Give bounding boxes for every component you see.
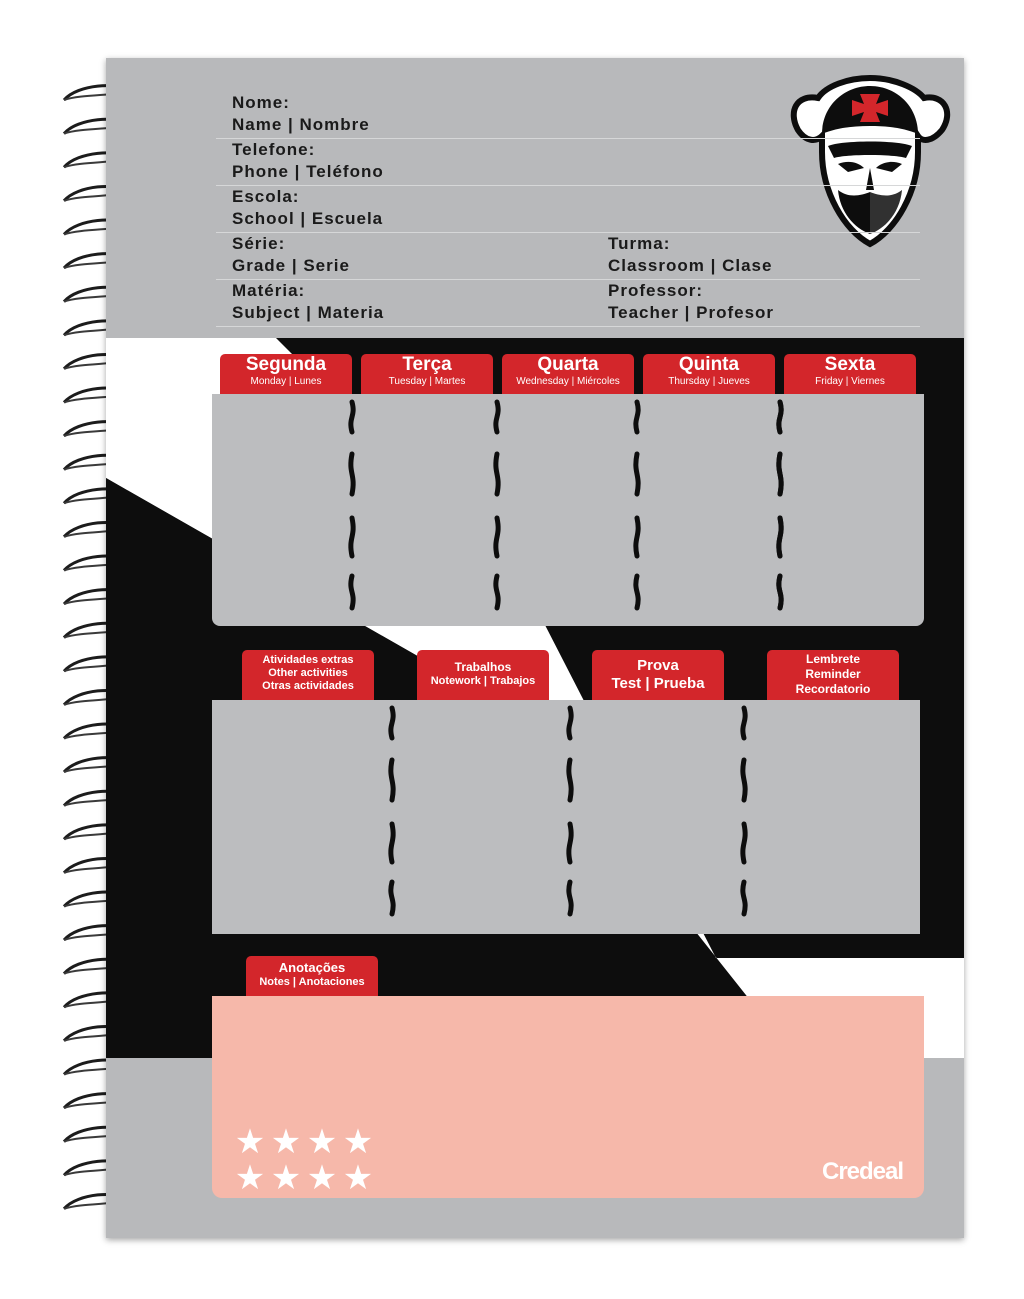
section-sublabel: Notework | Trabajos [430, 675, 536, 687]
phone-sublabel: Phone | Teléfono [232, 162, 384, 181]
notes-label: Anotações [278, 960, 346, 975]
notes-sublabel: Notes | Anotaciones [259, 976, 365, 988]
field-grade-classroom[interactable] [216, 233, 920, 280]
star-icon: ★ [306, 1159, 338, 1197]
teacher-label: Professor: [608, 281, 704, 300]
activities-dividers [212, 700, 920, 934]
tab-segunda[interactable] [220, 354, 352, 394]
subject-sublabel: Subject | Materia [232, 303, 385, 322]
name-sublabel: Name | Nombre [232, 115, 370, 134]
star-icon: ★ [342, 1123, 374, 1161]
brand-logo-text: Credeal [822, 1158, 904, 1185]
tab-trabalhos[interactable] [417, 650, 549, 700]
star-icon: ★ [306, 1123, 338, 1161]
day-label: Quinta [678, 354, 740, 375]
stars-decoration [232, 1124, 392, 1196]
classroom-label: Turma: [608, 234, 671, 253]
tab-sexta[interactable] [784, 354, 916, 394]
day-sublabel: Wednesday | Miércoles [516, 376, 620, 387]
phone-label: Telefone: [232, 140, 316, 159]
section-label: Prova [637, 657, 679, 674]
notebook-cover [106, 58, 964, 1238]
star-icon: ★ [270, 1159, 302, 1197]
section-sublabel: Otras actividades [262, 680, 354, 692]
section-sublabel: Other activities [268, 667, 348, 679]
day-label: Quarta [537, 354, 599, 375]
section-label: Lembrete [805, 652, 861, 666]
grade-label: Série: [232, 234, 286, 253]
day-sublabel: Friday | Viernes [815, 376, 885, 387]
school-sublabel: School | Escuela [232, 209, 384, 228]
tab-quinta[interactable] [643, 354, 775, 394]
field-school[interactable] [216, 186, 920, 233]
tab-quarta[interactable] [502, 354, 634, 394]
section-sublabel: Reminder [805, 667, 861, 681]
day-label: Terça [402, 354, 452, 375]
section-label: Trabalhos [454, 660, 512, 674]
section-label: Atividades extras [262, 654, 354, 666]
field-name[interactable] [216, 92, 920, 139]
day-label: Segunda [245, 354, 327, 375]
day-sublabel: Monday | Lunes [250, 376, 322, 387]
tab-lembrete[interactable] [767, 650, 899, 700]
tab-prova[interactable] [592, 650, 724, 700]
field-phone[interactable] [216, 139, 920, 186]
star-icon: ★ [342, 1159, 374, 1197]
star-icon: ★ [270, 1123, 302, 1161]
section-sublabel: Recordatorio [795, 682, 871, 696]
star-icon: ★ [234, 1159, 266, 1197]
section-sublabel: Test | Prueba [611, 675, 705, 692]
tab-anotacoes[interactable] [246, 956, 378, 996]
grade-sublabel: Grade | Serie [232, 256, 350, 275]
field-subject-teacher[interactable] [216, 280, 920, 327]
classroom-sublabel: Classroom | Clase [608, 256, 773, 275]
name-label: Nome: [232, 93, 290, 112]
teacher-sublabel: Teacher | Profesor [608, 303, 775, 322]
day-sublabel: Tuesday | Martes [388, 376, 466, 387]
tab-atividades-extras[interactable] [242, 650, 374, 700]
subject-label: Matéria: [232, 281, 306, 300]
day-sublabel: Thursday | Jueves [668, 376, 750, 387]
tab-terca[interactable] [361, 354, 493, 394]
school-label: Escola: [232, 187, 300, 206]
star-icon: ★ [234, 1123, 266, 1161]
schedule-dividers [212, 394, 924, 626]
day-label: Sexta [824, 354, 876, 375]
